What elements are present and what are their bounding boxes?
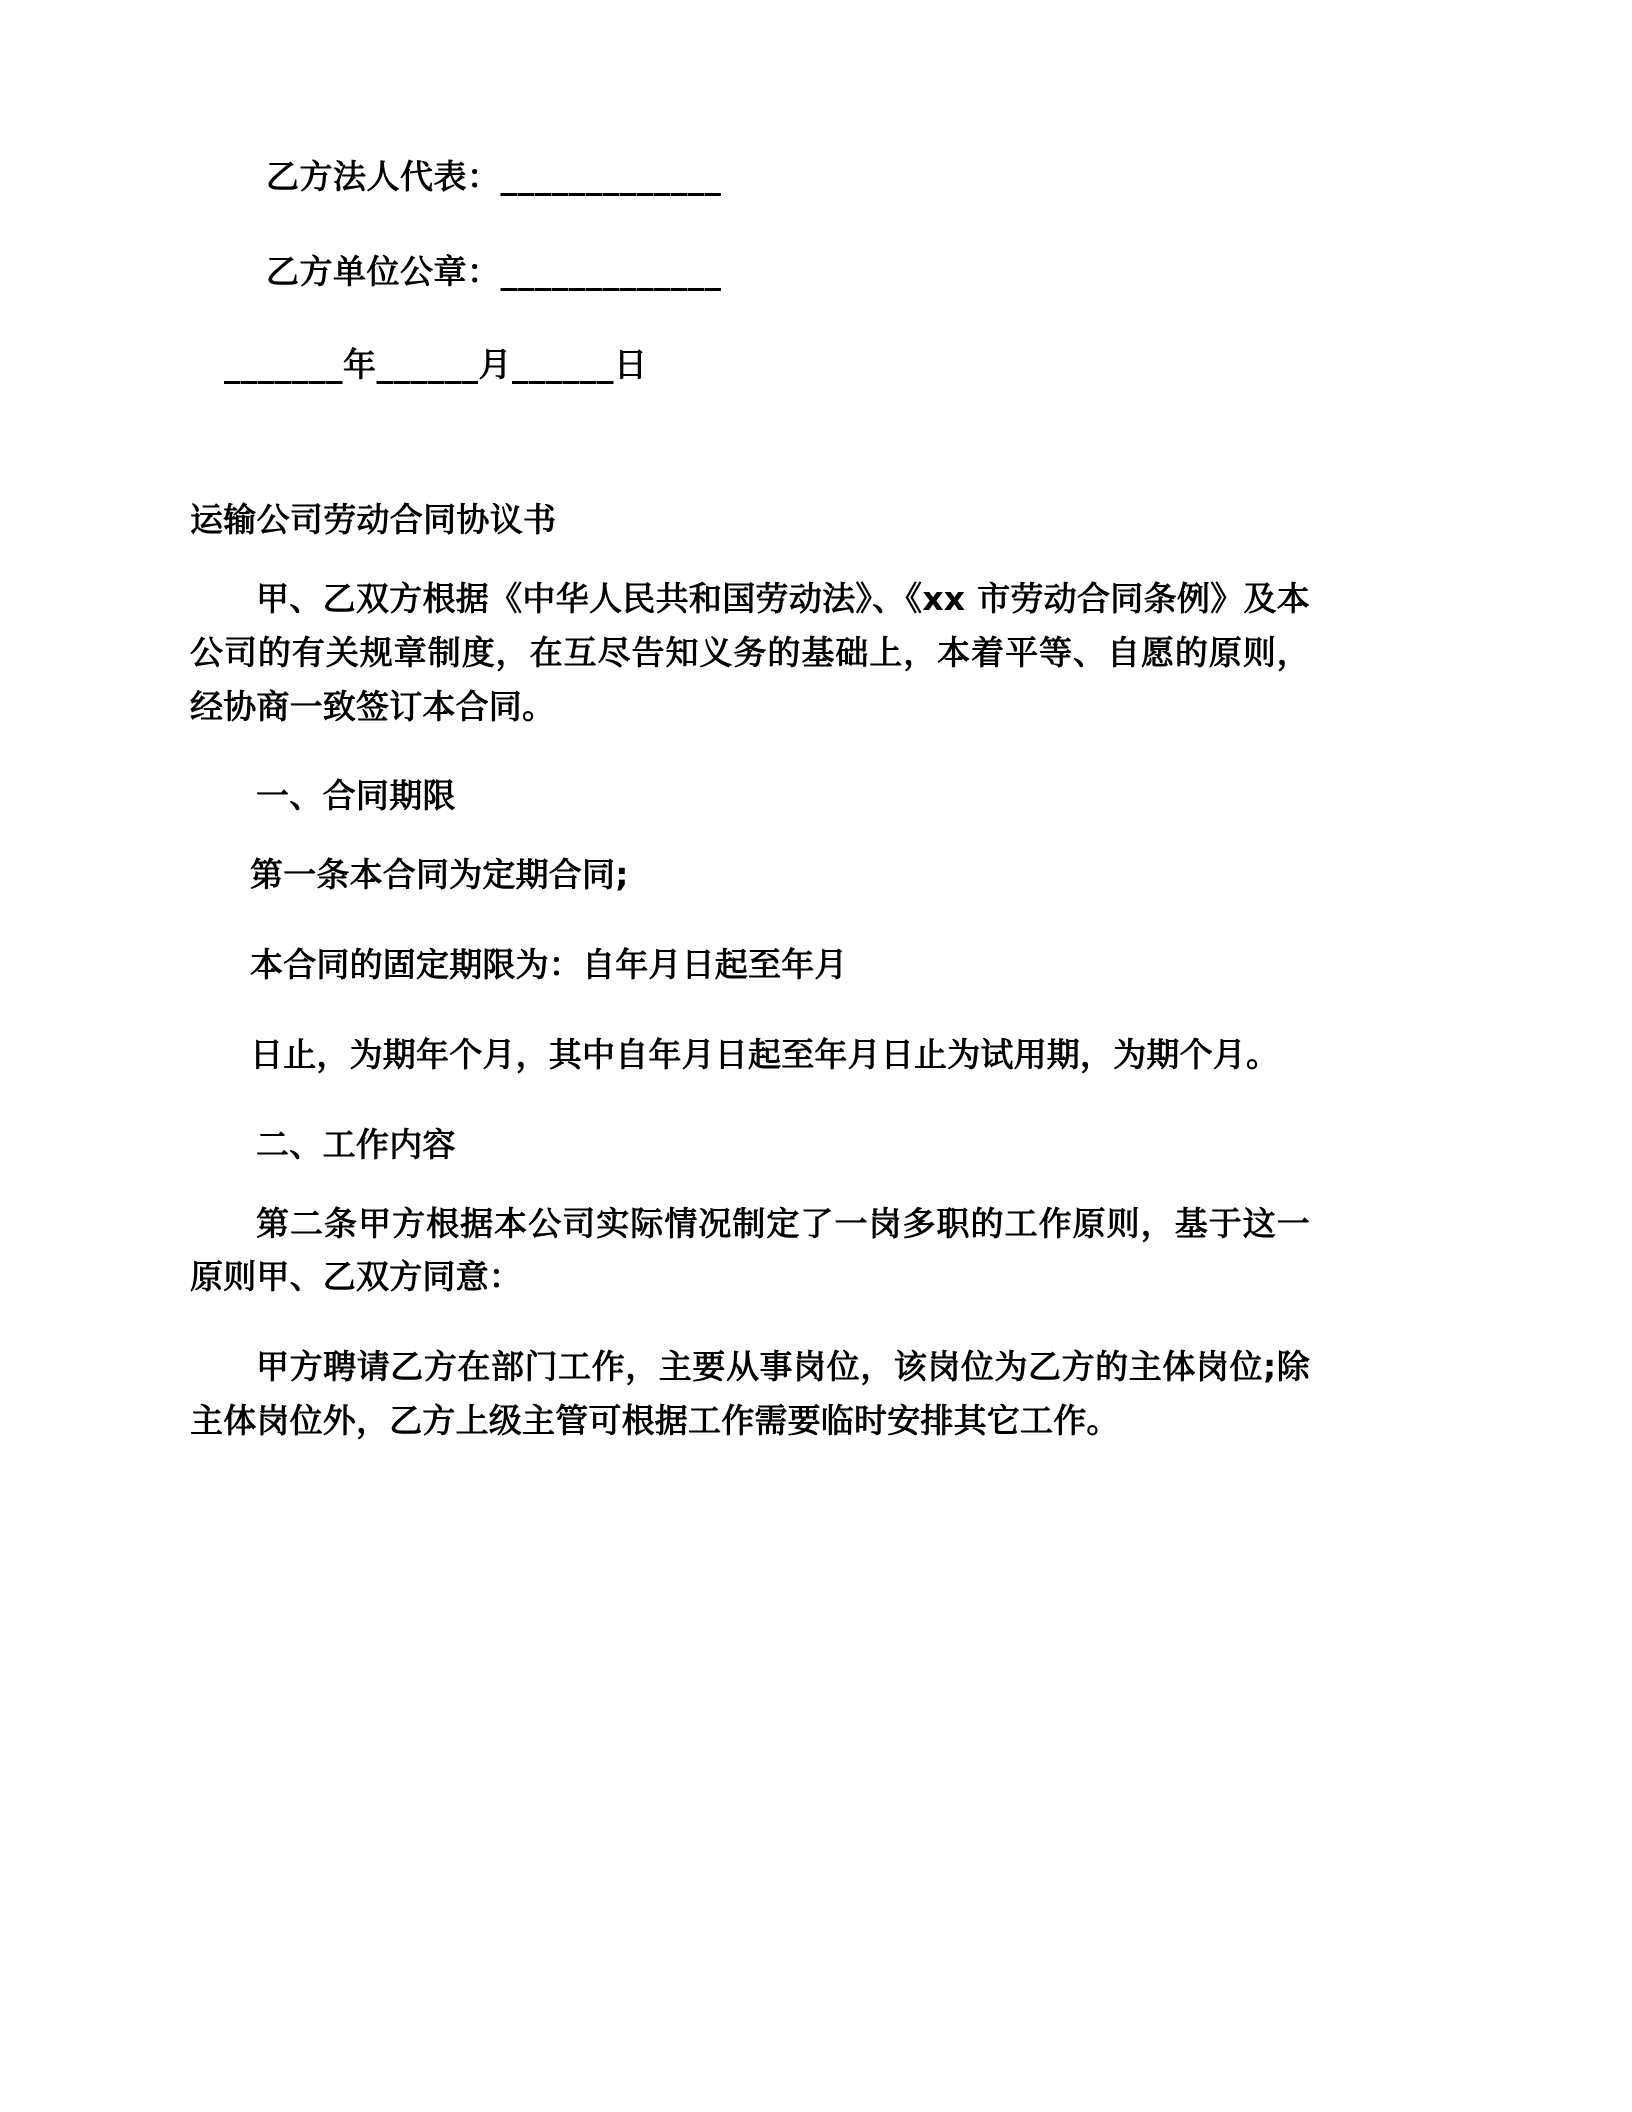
section-heading-work-content: 二、工作内容	[256, 1124, 456, 1164]
signature-line-date: _______年______月______日	[224, 345, 648, 384]
section-2-paragraph-2: 甲方聘请乙方在部门工作，主要从事岗位，该岗位为乙方的主体岗位;除主体岗位外，乙方上级主管可根据工作需要临时安排其它工作。	[190, 1347, 1310, 1441]
section-spacer	[190, 381, 1310, 503]
signature-line-legal-representative: 乙方法人代表：_____________	[266, 157, 722, 196]
signature-line-company-seal: 乙方单位公章：_____________	[266, 252, 722, 291]
page-title: 运输公司劳动合同协议书	[190, 500, 557, 539]
section-1-paragraph-1: 第一条本合同为定期合同;	[250, 855, 629, 895]
document-body	[190, 157, 1310, 1448]
section-heading-contract-term: 一、合同期限	[256, 776, 456, 816]
preamble-paragraph: 甲、乙双方根据《中华人民共和国劳动法》、《xx 市劳动合同条例》及本公司的有关规章制度，在互尽告知义务的基础上，本着平等、自愿的原则，经协商一致签订本合同。	[190, 579, 1310, 726]
section-1-paragraph-2: 本合同的固定期限为：自年月日起至年月	[250, 945, 848, 985]
section-2-paragraph-1: 第二条甲方根据本公司实际情况制定了一岗多职的工作原则，基于这一原则甲、乙双方同意：	[190, 1203, 1310, 1297]
section-1-paragraph-3: 日止，为期年个月，其中自年月日起至年月日止为试用期，为期个月。	[250, 1034, 1280, 1074]
